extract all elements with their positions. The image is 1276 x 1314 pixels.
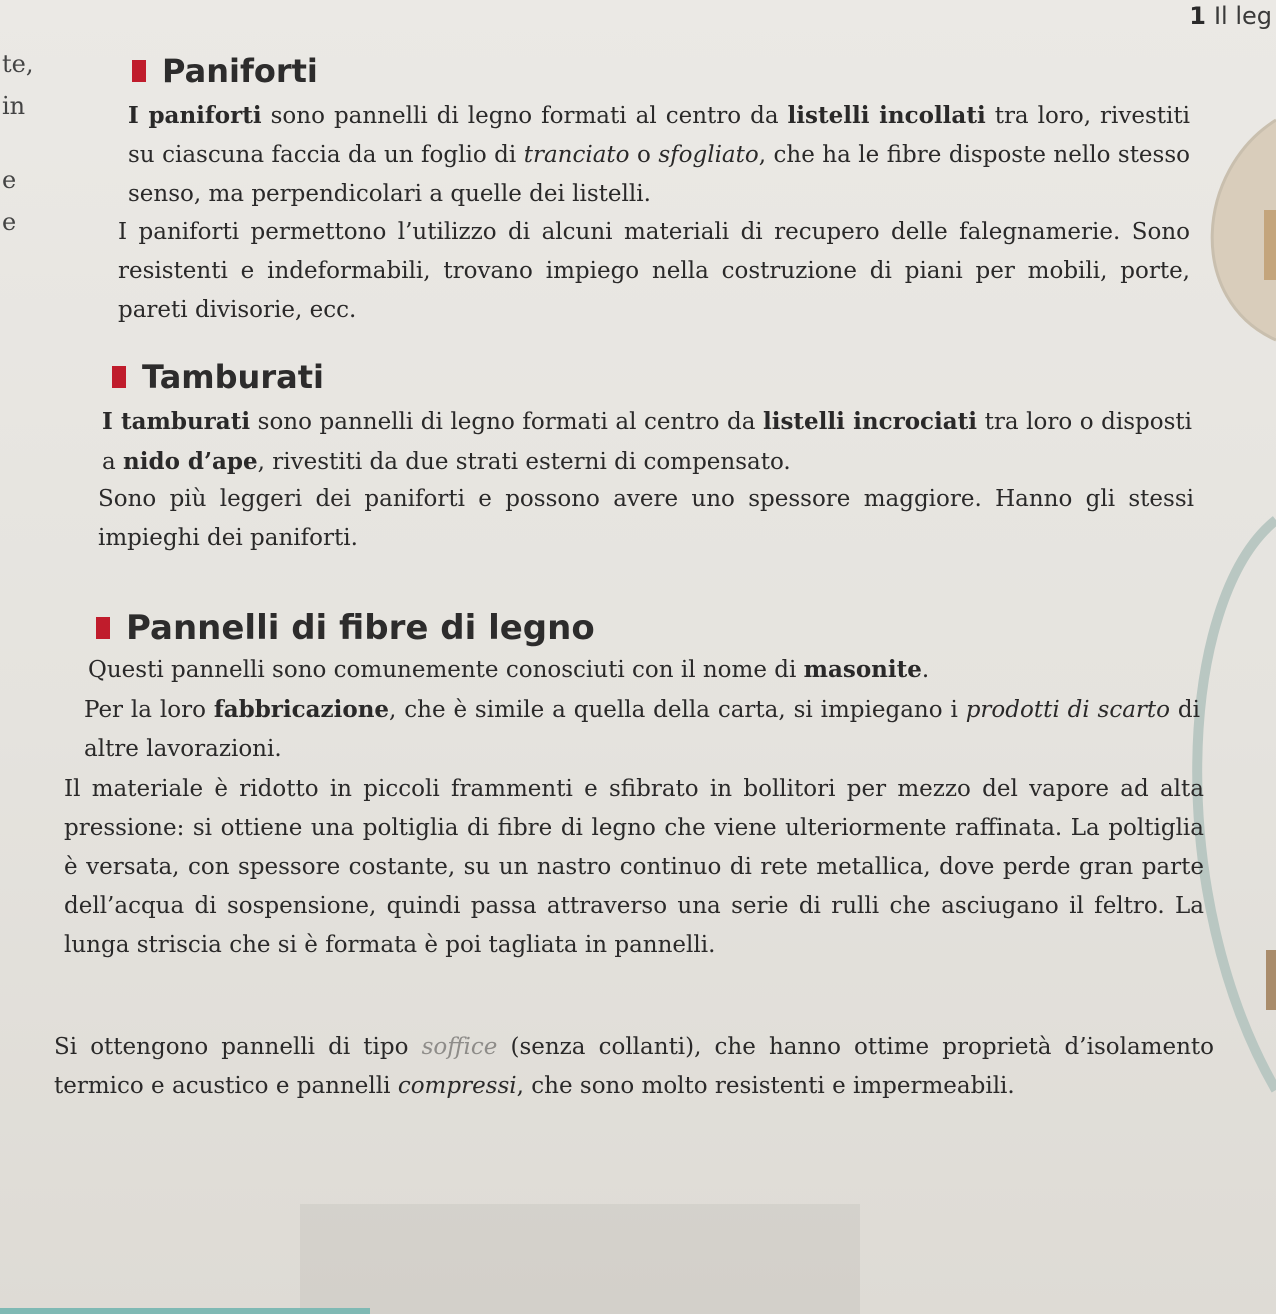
text-run: tra loro, rivestiti su ciascuna faccia da un foglio di bbox=[128, 103, 1190, 168]
paragraph-tipi-pannelli bbox=[54, 1028, 1214, 1106]
page-chapter-number: 1 bbox=[1189, 2, 1206, 30]
paragraph-tamburati-properties bbox=[98, 480, 1194, 558]
section-heading-paniforti bbox=[132, 52, 318, 90]
term-nido-ape: nido d’ape bbox=[123, 448, 258, 475]
text-run: Il materiale è ridotto in piccoli frammenti e sfibrato in bollitori per mezzo del vapore ad alta pressione: si ottiene una poltiglia di fibre di legno che viene ulteriormente raffinata. La poltiglia è versata, con spessore costante, su un nastro continuo di rete metallica, dove perde gran parte dell’acqua di sospensione, quindi passa attraverso una serie di rulli che asciugano il feltro. La lunga striscia che si è formata è poi tagliata in pannelli. bbox=[64, 776, 1204, 958]
text-run: , che sono molto resistenti e impermeabili. bbox=[516, 1073, 1015, 1099]
photo-shadow bbox=[300, 1204, 860, 1314]
text-run: Per la loro bbox=[84, 697, 214, 723]
heading-text: Pannelli di fibre di legno bbox=[126, 608, 595, 648]
heading-text: Tamburati bbox=[142, 358, 324, 396]
section-heading-pannelli-fibre bbox=[96, 608, 595, 648]
wood-strip-1 bbox=[1264, 210, 1276, 280]
paragraph-processo bbox=[64, 770, 1204, 965]
text-run: I paniforti permettono l’utilizzo di alcuni materiali di recupero delle falegnamerie. Sono resistenti e indeformabili, trovano impiego nella costruzione di piani per mobili, porte, pareti divisorie, ecc. bbox=[118, 219, 1190, 323]
text-run: , che è simile a quella della carta, si impiegano i bbox=[389, 697, 966, 723]
paragraph-fabbricazione bbox=[84, 690, 1200, 769]
margin-fragment: te, bbox=[2, 50, 34, 78]
text-run: . bbox=[921, 657, 930, 683]
paragraph-paniforti-uses bbox=[118, 213, 1190, 330]
paragraph-masonite bbox=[88, 650, 1198, 690]
text-run: Sono più leggeri dei paniforti e possono avere uno spessore maggiore. Hanno gli stessi impieghi dei paniforti. bbox=[98, 486, 1194, 551]
bottom-accent-strip bbox=[0, 1308, 370, 1314]
running-header bbox=[1189, 2, 1272, 30]
margin-fragment: in bbox=[2, 92, 26, 120]
text-run: sono pannelli di legno formati al centro da bbox=[261, 103, 788, 129]
section-heading-tamburati bbox=[112, 358, 324, 396]
text-run: Si ottengono pannelli di tipo bbox=[54, 1034, 422, 1060]
running-header-text: Il leg bbox=[1213, 2, 1272, 30]
lower-arc bbox=[1197, 520, 1276, 1090]
margin-fragment: e bbox=[2, 208, 17, 236]
term-listelli-incrociati: listelli incrociati bbox=[762, 408, 978, 435]
heading-text: Paniforti bbox=[162, 52, 318, 90]
term-tranciato: tranciato bbox=[523, 142, 630, 168]
text-run: (senza collanti), che hanno ottime proprietà d’isolamento termico e acustico e pannelli bbox=[54, 1034, 1214, 1099]
term-compressi: compressi bbox=[397, 1073, 517, 1099]
text-run: , che ha le fibre disposte nello stesso senso, ma perpendicolari a quelle dei listelli. bbox=[128, 142, 1190, 207]
text-run: tra loro o disposti a bbox=[102, 409, 1192, 475]
paragraph-tamburati-definition bbox=[102, 402, 1192, 482]
term-soffice: soffice bbox=[421, 1034, 498, 1060]
term-fabbricazione: fabbricazione bbox=[213, 696, 390, 723]
heading-marker bbox=[112, 366, 126, 388]
term-sfogliato: sfogliato bbox=[658, 142, 759, 168]
text-run: o bbox=[629, 142, 659, 168]
heading-marker bbox=[96, 617, 110, 639]
term-listelli-incollati: listelli incollati bbox=[787, 102, 986, 129]
text-run: sono pannelli di legno formati al centro da bbox=[250, 409, 763, 435]
text-run: di altre lavorazioni. bbox=[84, 697, 1200, 762]
text-run: , rivestiti da due strati esterni di compensato. bbox=[257, 449, 791, 475]
paragraph-paniforti-definition bbox=[128, 96, 1190, 214]
term-tamburati: I tamburati bbox=[102, 408, 251, 435]
wood-strip-2 bbox=[1266, 950, 1276, 1010]
term-masonite: masonite bbox=[803, 656, 922, 683]
term-prodotti-di-scarto: prodotti di scarto bbox=[965, 697, 1171, 723]
margin-fragment: e bbox=[2, 166, 17, 194]
heading-marker bbox=[132, 60, 146, 82]
term-paniforti: I paniforti bbox=[128, 102, 262, 129]
text-run: Questi pannelli sono comunemente conosciuti con il nome di bbox=[88, 657, 804, 683]
